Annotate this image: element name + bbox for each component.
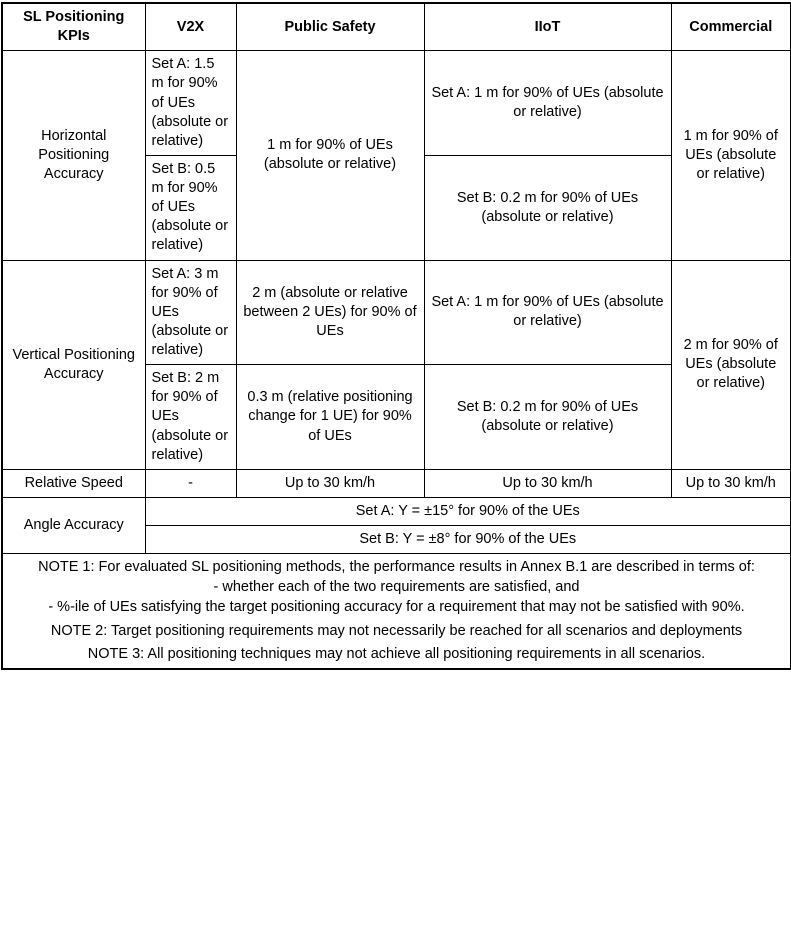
cell-relative-speed-iiot: Up to 30 km/h (424, 469, 671, 497)
row-label-relative-speed: Relative Speed (2, 469, 145, 497)
cell-horizontal-v2x-set-a: Set A: 1.5 m for 90% of UEs (absolute or relative) (145, 51, 236, 156)
cell-vertical-public-safety-b: 0.3 m (relative positioning change for 1 UE) for 90% of UEs (236, 365, 424, 470)
cell-vertical-iiot-set-a: Set A: 1 m for 90% of UEs (absolute or relative) (424, 260, 671, 365)
cell-relative-speed-v2x: - (145, 469, 236, 497)
cell-relative-speed-commercial: Up to 30 km/h (671, 469, 791, 497)
cell-horizontal-public-safety: 1 m for 90% of UEs (absolute or relative) (236, 51, 424, 260)
cell-vertical-v2x-set-a: Set A: 3 m for 90% of UEs (absolute or relative) (145, 260, 236, 365)
row-label-horizontal-accuracy: Horizontal Positioning Accuracy (2, 51, 145, 260)
note-2-text: NOTE 2: Target positioning requirements may not necessarily be reached for all scenarios and deployments (50, 622, 743, 639)
cell-horizontal-commercial: 1 m for 90% of UEs (absolute or relative) (671, 51, 791, 260)
cell-vertical-public-safety-a: 2 m (absolute or relative between 2 UEs) for 90% of UEs (236, 260, 424, 365)
table-notes-row (2, 554, 791, 669)
cell-relative-speed-public-safety: Up to 30 km/h (236, 469, 424, 497)
note-3-text: NOTE 3: All positioning techniques may not achieve all positioning requirements in all scenarios. (87, 645, 706, 662)
cell-horizontal-iiot-set-b: Set B: 0.2 m for 90% of UEs (absolute or relative) (424, 155, 671, 260)
cell-horizontal-v2x-set-b: Set B: 0.5 m for 90% of UEs (absolute or relative) (145, 155, 236, 260)
header-public-safety: Public Safety (236, 3, 424, 51)
cell-horizontal-iiot-set-a: Set A: 1 m for 90% of UEs (absolute or relative) (424, 51, 671, 156)
header-commercial: Commercial (671, 3, 791, 51)
header-iiot: IIoT (424, 3, 671, 51)
sl-positioning-kpi-table (1, 2, 791, 670)
table-header-row (2, 3, 791, 51)
note-2 (9, 622, 784, 645)
note-1-line-3: - %-ile of UEs satisfying the target positioning accuracy for a requirement that may not be satisfied with 90%. (48, 599, 745, 616)
note-1-line-1: NOTE 1: For evaluated SL positioning methods, the performance results in Annex B.1 are described in terms of: (38, 559, 755, 576)
cell-vertical-commercial: 2 m for 90% of UEs (absolute or relative) (671, 260, 791, 469)
table-row (2, 51, 791, 156)
table-row (2, 260, 791, 365)
table-row (2, 497, 791, 525)
note-1 (9, 558, 784, 621)
row-label-vertical-accuracy: Vertical Positioning Accuracy (2, 260, 145, 469)
cell-vertical-iiot-set-b: Set B: 0.2 m for 90% of UEs (absolute or relative) (424, 365, 671, 470)
table-row (2, 469, 791, 497)
cell-vertical-v2x-set-b: Set B: 2 m for 90% of UEs (absolute or relative) (145, 365, 236, 470)
header-v2x: V2X (145, 3, 236, 51)
cell-angle-accuracy-set-b: Set B: Y = ±8° for 90% of the UEs (145, 526, 791, 554)
cell-angle-accuracy-set-a: Set A: Y = ±15° for 90% of the UEs (145, 497, 791, 525)
note-1-line-2: - whether each of the two requirements are satisfied, and (213, 579, 580, 596)
notes-cell (2, 554, 791, 669)
row-label-angle-accuracy: Angle Accuracy (2, 497, 145, 553)
header-kpis: SL Positioning KPIs (2, 3, 145, 51)
note-3 (9, 645, 784, 664)
